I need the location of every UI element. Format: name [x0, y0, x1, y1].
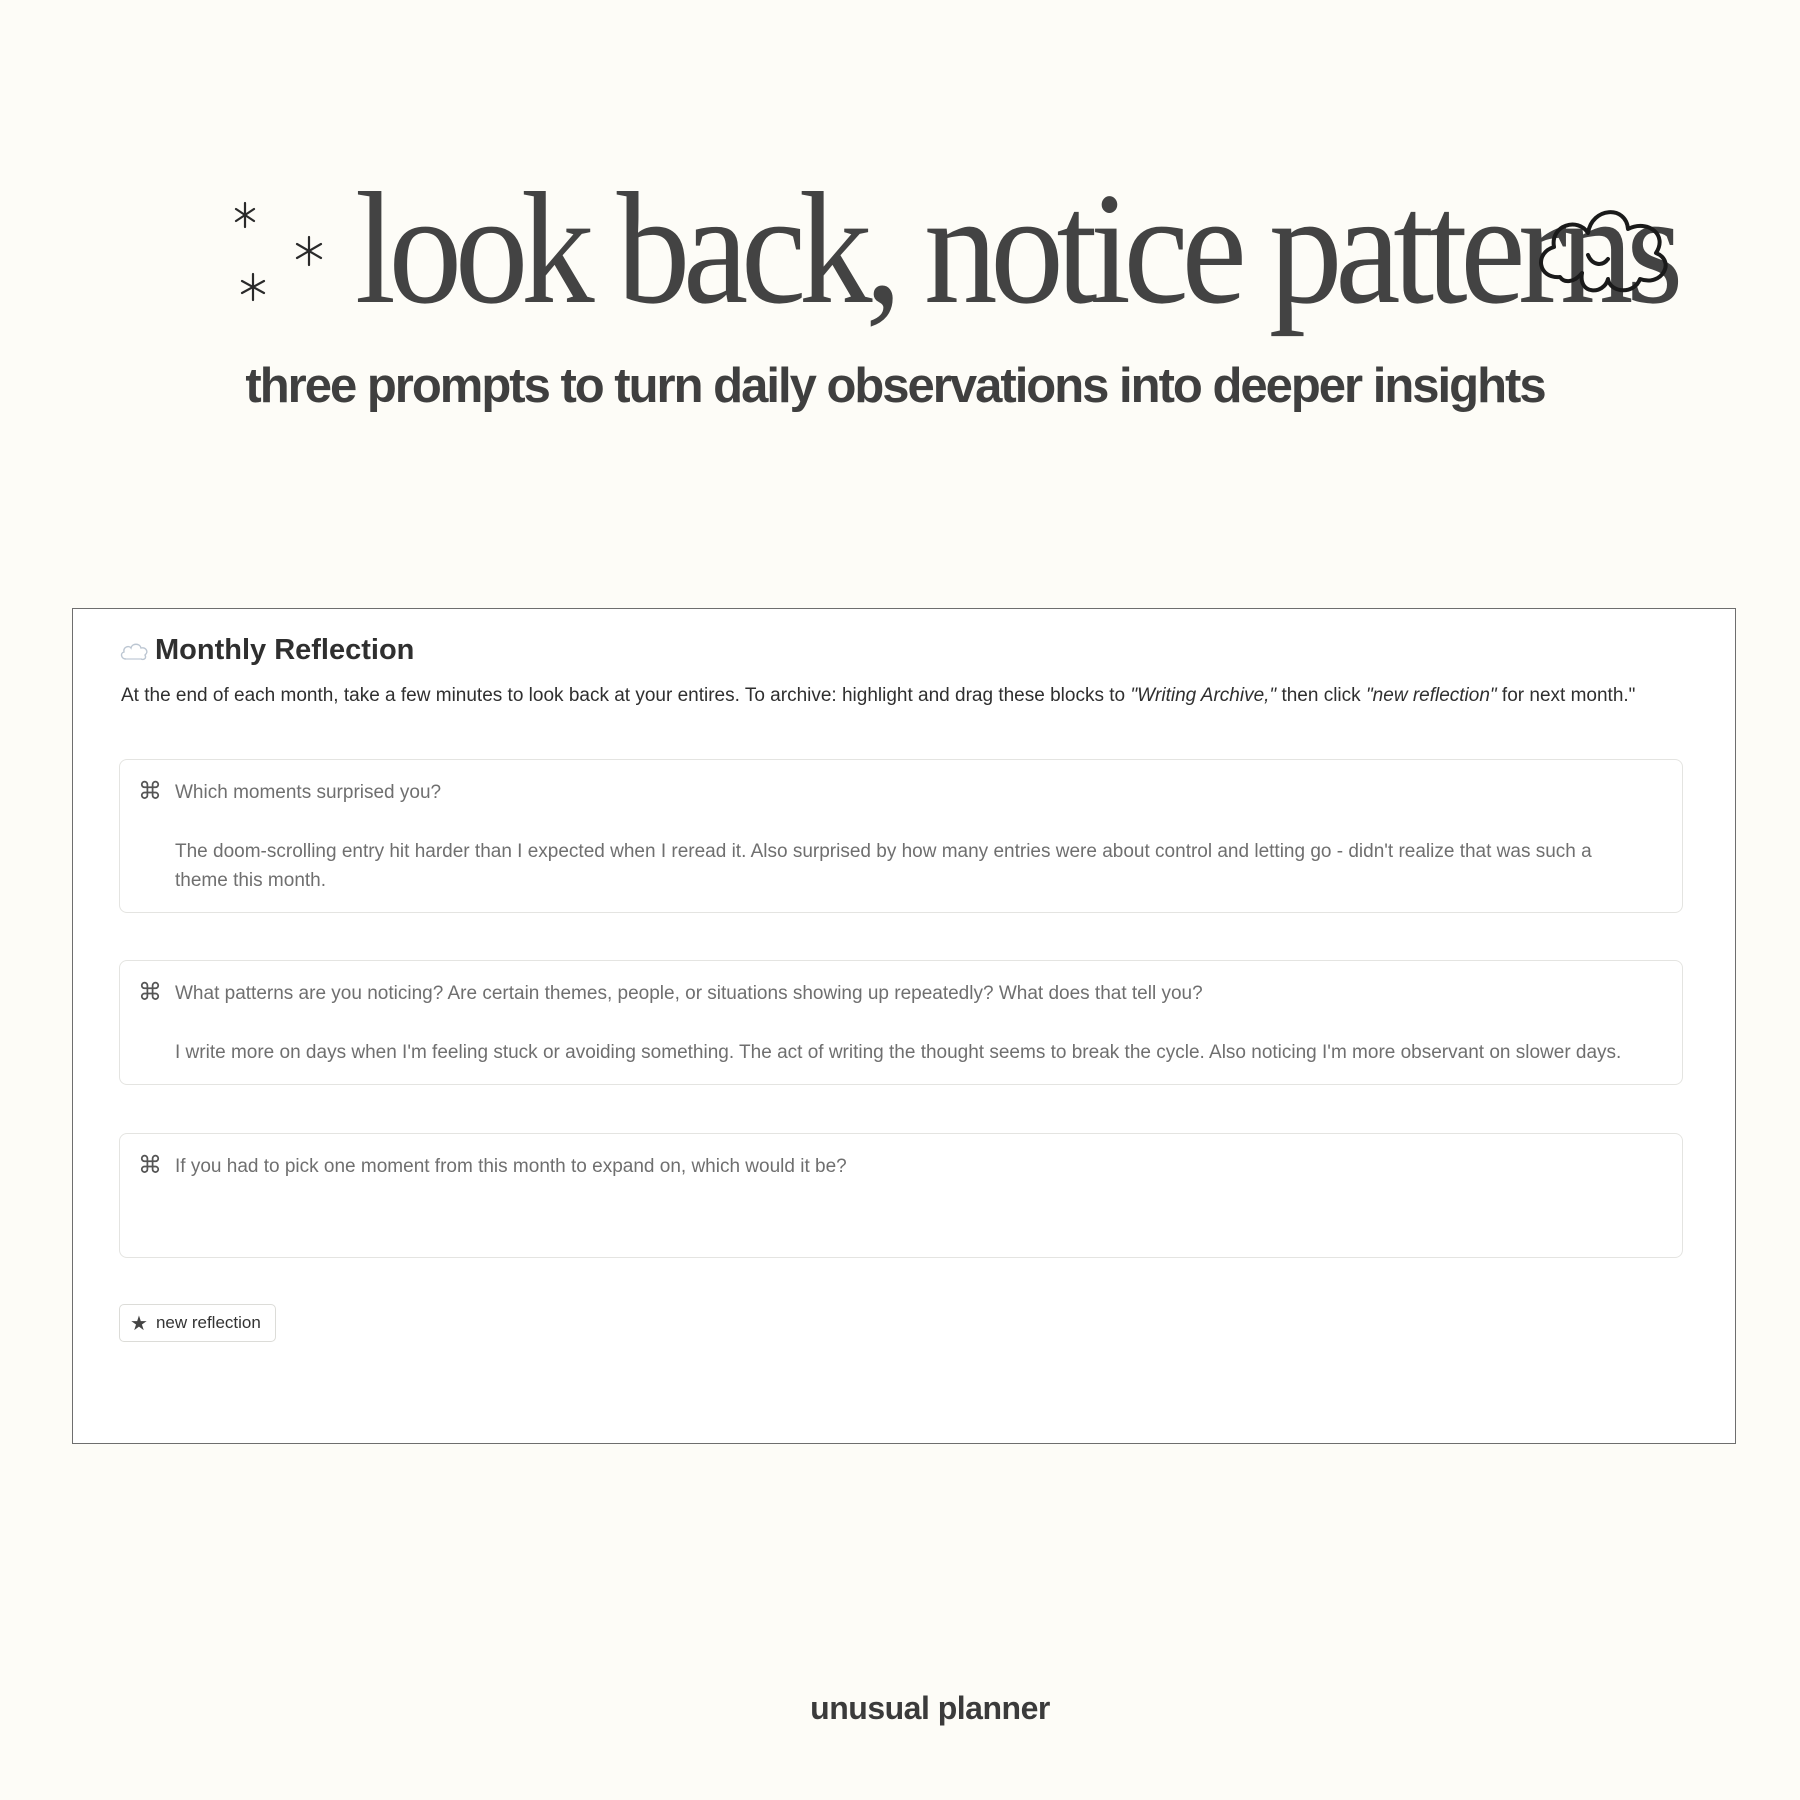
card-title-row — [119, 634, 414, 667]
new-reflection-button[interactable] — [119, 1304, 276, 1342]
hero-header — [0, 0, 1800, 520]
card-description — [121, 685, 1721, 707]
command-icon: ⌘ — [138, 778, 162, 805]
command-icon: ⌘ — [138, 1152, 162, 1179]
command-icon: ⌘ — [138, 979, 162, 1006]
new-reflection-label: new reflection — [155, 1313, 261, 1332]
archive-reference: "Writing Archive," — [1130, 685, 1277, 706]
star-icon: ★ — [130, 1312, 148, 1335]
card-title: Monthly Reflection — [155, 634, 415, 666]
prompt-block[interactable] — [119, 960, 1683, 1085]
prompt-question: What patterns are you noticing? Are certain themes, people, or situations showing up repeatedly? What does that tell you? — [175, 983, 1203, 1004]
prompt-answer[interactable]: I write more on days when I'm feeling stuck or avoiding something. The act of writing the thought seems to break the cycle. Also noticing I'm more observant on slower days. — [175, 1042, 1622, 1063]
prompt-block[interactable] — [119, 1133, 1683, 1258]
page-headline: look back, notice patterns — [355, 159, 1677, 337]
monthly-reflection-card — [72, 608, 1736, 1444]
sparkles-icon — [225, 195, 340, 310]
description-text: then click — [1276, 685, 1366, 706]
prompt-question: Which moments surprised you? — [175, 782, 442, 803]
description-text: At the end of each month, take a few minutes to look back at your entires. To archive: highlight and drag these blocks to — [121, 685, 1131, 706]
page-subtitle: three prompts to turn daily observations into deeper insights — [245, 359, 1545, 413]
cloud-icon — [119, 640, 149, 662]
button-reference: "new reflection" — [1365, 685, 1497, 706]
prompt-block[interactable] — [119, 759, 1683, 913]
prompt-answer[interactable]: The doom-scrolling entry hit harder than I expected when I reread it. Also surprised by how many entries were about control and letting go - didn't realize that was such a theme this month. — [175, 841, 1592, 891]
brand-footer: unusual planner — [810, 1690, 1050, 1726]
prompt-question: If you had to pick one moment from this month to expand on, which would it be? — [175, 1156, 847, 1177]
cloud-doodle-icon — [1530, 195, 1675, 310]
description-text: for next month." — [1496, 685, 1636, 706]
